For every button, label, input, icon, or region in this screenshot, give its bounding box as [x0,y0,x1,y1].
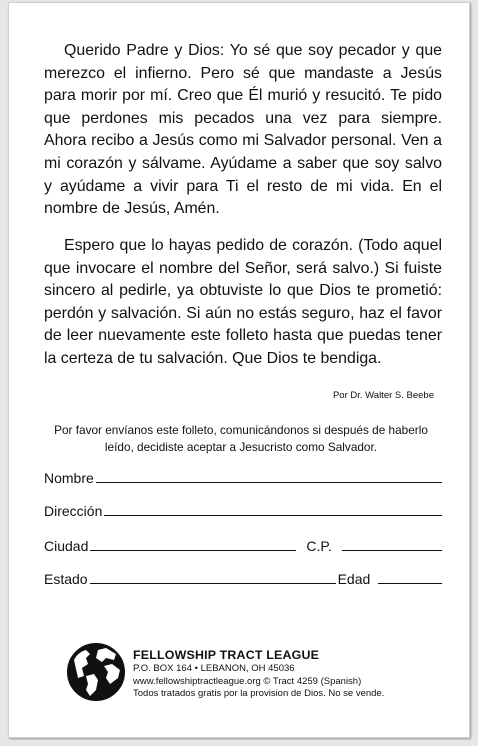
nombre-line[interactable] [96,481,442,483]
direccion-field[interactable] [44,501,442,519]
estado-field[interactable] [44,569,442,587]
prayer-paragraph: Querido Padre y Dios: Yo sé que soy pecador y que merezco el infierno. Pero sé que mandaste a Jesús para morir por mí. Creo que Él murió y resucitó. Te pido que perdones mis pecados una vez para siempre. Ahora recibo a Jesús como mi Salvador personal. Ven a mi corazón y sálvame. Ayúdame a saber que soy salvo y ayúdame a vivir para Ti el resto de mi vida. En el nombre de Jesús, Amén. [44,42,442,218]
tract-card [8,2,470,738]
ciudad-line[interactable] [90,549,296,551]
nombre-field[interactable] [44,468,442,486]
publisher-website: www.fellowshiptractleague.org © Tract 4259 (Spanish) [133,675,362,687]
closing-paragraph: Espero que lo hayas pedido de corazón. (Todo aquel que invocare el nombre del Señor, será salvo.) Si fuiste sincero al pedirle, ya obtuviste lo que Dios te prometió: perdón y salvación. Si aún no estás seguro, haz el favor de leer nuevamente este folleto hasta que puedas tener la certeza de tu salvación. Que Dios te bendiga. [44,237,442,367]
estado-label: Estado [44,571,88,587]
globe-logo-icon [66,642,126,702]
direccion-line[interactable] [104,514,442,516]
edad-label: Edad [337,571,371,587]
edad-line[interactable] [378,582,442,584]
publisher-note: Todos tratados gratis por la provision de Dios. No se vende. [133,688,385,700]
direccion-label: Dirección [44,503,103,519]
return-request-text: Por favor envíanos este folleto, comunicándonos si después de haberlo leído, decidiste aceptar a Jesucristo como Salvador. [54,423,428,454]
publisher-address: P.O. BOX 164 • LEBANON, OH 45036 [133,663,295,674]
estado-line[interactable] [90,582,336,584]
cp-label: C.P. [306,538,332,554]
ciudad-field[interactable] [44,536,442,554]
author-credit: Por Dr. Walter S. Beebe [332,390,434,401]
nombre-label: Nombre [44,470,94,486]
publisher-block [133,648,384,701]
publisher-name: FELLOWSHIP TRACT LEAGUE [133,648,320,662]
cp-line[interactable] [342,549,442,551]
ciudad-label: Ciudad [44,538,89,554]
